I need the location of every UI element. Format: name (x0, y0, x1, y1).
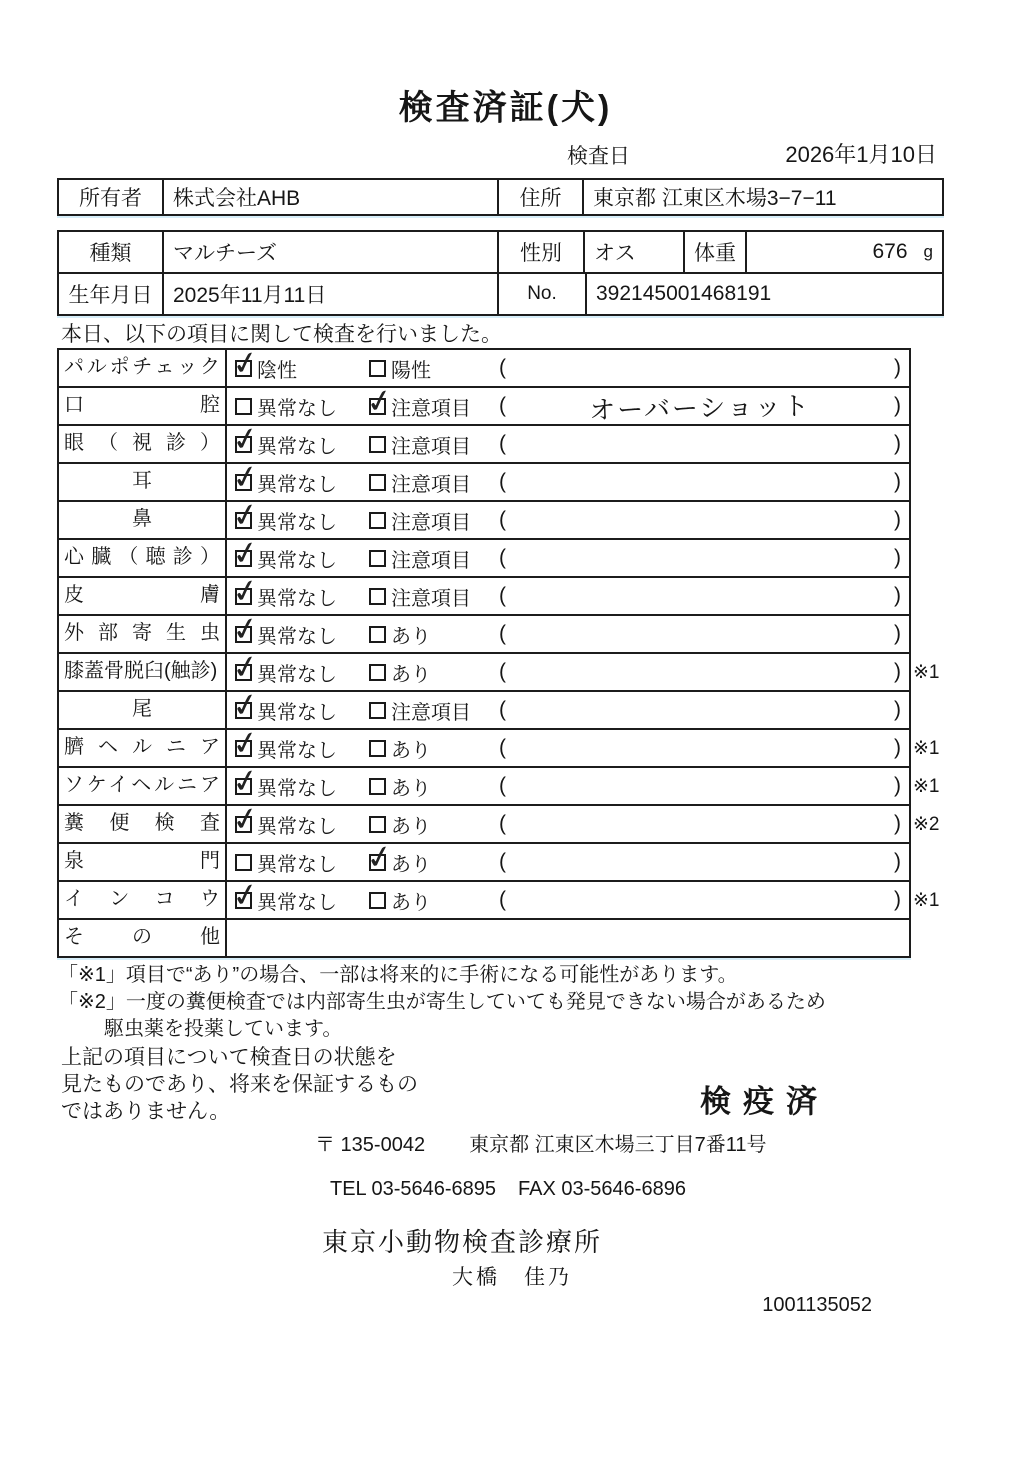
checklist-row-content (227, 464, 909, 500)
inspection-date-label: 検査日 (567, 145, 630, 168)
checkbox-icon (369, 778, 386, 795)
checklist-row (59, 386, 909, 424)
close-paren: ) (894, 432, 901, 455)
checkbox-icon (369, 512, 386, 529)
intro-text: 本日、以下の項目に関して検査を行いました。 (61, 323, 502, 346)
remarks-field (499, 692, 901, 728)
checklist-row-label: 口腔 (59, 388, 227, 424)
checkbox-label: 異常なし (257, 435, 337, 458)
reference-mark: ※1 (913, 737, 940, 759)
checklist-row-content (227, 502, 909, 538)
remarks-field (499, 616, 901, 652)
checkbox-option (369, 616, 431, 652)
clinic-fax: FAX 03-5646-6896 (518, 1178, 686, 1200)
checkbox-label: 注意項目 (391, 587, 471, 610)
checkbox-icon (235, 398, 252, 415)
handwritten-note: オーバーショット (588, 390, 812, 425)
checkbox-option (369, 502, 471, 538)
checklist-row (59, 576, 909, 614)
open-paren: ( (499, 812, 506, 835)
checklist-row-label: インコウ (59, 882, 227, 918)
weight-value: 676 (872, 240, 908, 263)
checkbox-checked-icon (235, 550, 252, 567)
checklist-row-content (227, 426, 909, 462)
open-paren: ( (499, 850, 506, 873)
close-paren: ) (894, 850, 901, 873)
checkbox-option (235, 350, 297, 386)
checkbox-label: あり (391, 891, 431, 914)
checkbox-label: 異常なし (257, 701, 337, 724)
checkbox-icon (369, 360, 386, 377)
reference-mark: ※2 (913, 813, 940, 835)
checkbox-checked-icon (235, 702, 252, 719)
examiner-name: 大橋 佳乃 (452, 1266, 572, 1289)
checkbox-label: 陽性 (391, 359, 431, 382)
checkbox-checked-icon (235, 778, 252, 795)
inspection-date-value: 2026年1月10日 (785, 142, 937, 167)
weight-unit: g (923, 242, 933, 261)
checkbox-checked-icon (369, 854, 386, 871)
document-title: 検査済証(犬) (398, 89, 613, 127)
postal-code: 〒 135-0042 (315, 1134, 426, 1156)
checklist-row-content (227, 540, 909, 576)
reference-mark: ※1 (913, 661, 940, 683)
open-paren: ( (499, 584, 506, 607)
checkbox-label: あり (391, 815, 431, 838)
checkbox-label: 異常なし (257, 625, 337, 648)
checklist-row-content (227, 654, 909, 690)
close-paren: ) (894, 774, 901, 797)
open-paren: ( (499, 432, 506, 455)
checkbox-option (369, 350, 431, 386)
checkbox-option (369, 426, 471, 462)
checklist-row-label: その他 (59, 920, 227, 956)
close-paren: ) (894, 584, 901, 607)
checkbox-icon (369, 588, 386, 605)
quarantine-passed-stamp: 検疫済 (700, 1084, 829, 1119)
checklist-row-label: 眼（視診） (59, 426, 227, 462)
checklist-row (59, 728, 940, 766)
checkbox-checked-icon (235, 740, 252, 757)
checklist-row (59, 500, 909, 538)
checklist-row-label: 外部寄生虫 (59, 616, 227, 652)
open-paren: ( (499, 774, 506, 797)
checkbox-label: 異常なし (257, 549, 337, 572)
clinic-contact-line (330, 1178, 686, 1201)
open-paren: ( (499, 698, 506, 721)
checkbox-option (369, 692, 471, 728)
checkbox-icon (369, 702, 386, 719)
checkbox-label: あり (391, 853, 431, 876)
checkbox-label: 異常なし (257, 853, 337, 876)
checkbox-label: 異常なし (257, 587, 337, 610)
checklist-row-content (227, 692, 909, 728)
checkbox-option (235, 806, 337, 842)
open-paren: ( (499, 660, 506, 683)
checkbox-option (369, 882, 431, 918)
checkbox-checked-icon (235, 436, 252, 453)
checkbox-checked-icon (235, 474, 252, 491)
checkbox-option (235, 882, 337, 918)
checkbox-option (369, 768, 431, 804)
checkbox-checked-icon (235, 360, 252, 377)
checkbox-label: 陰性 (257, 359, 297, 382)
checkbox-label: 注意項目 (391, 473, 471, 496)
checkbox-label: あり (391, 739, 431, 762)
remarks-field (499, 654, 901, 690)
footnote-2-continued: 駆虫薬を投薬しています。 (104, 1018, 343, 1040)
checklist-row (59, 766, 940, 804)
checklist-row-content (227, 616, 909, 652)
remarks-field (499, 540, 901, 576)
open-paren: ( (499, 888, 506, 911)
checklist-row (59, 350, 909, 386)
reference-mark: ※1 (913, 889, 940, 911)
checkbox-option (369, 464, 471, 500)
address-value-cell: 東京都 江東区木場3−7−11 (582, 180, 942, 214)
close-paren: ) (894, 660, 901, 683)
open-paren: ( (499, 736, 506, 759)
checklist-row-label: 膝蓋骨脱臼(触診) (59, 654, 227, 690)
footnotes (58, 962, 826, 1043)
checkbox-option (369, 806, 431, 842)
clinic-name: 東京小動物検査診療所 (322, 1227, 603, 1257)
checklist-row-content (227, 350, 909, 386)
close-paren: ) (894, 812, 901, 835)
checkbox-option (369, 578, 471, 614)
clinic-tel: TEL 03-5646-6895 (330, 1178, 497, 1200)
remarks-field (499, 388, 901, 424)
checkbox-label: 異常なし (257, 397, 337, 420)
checkbox-checked-icon (235, 588, 252, 605)
checklist-row (59, 462, 909, 500)
checkbox-checked-icon (235, 512, 252, 529)
disclaimer-line-3: ではありません。 (61, 1100, 231, 1123)
checkbox-label: 注意項目 (391, 397, 471, 420)
checkbox-checked-icon (235, 664, 252, 681)
checkbox-icon (369, 664, 386, 681)
number-label-cell: No. (497, 274, 585, 314)
checklist-row-label: 鼻 (59, 502, 227, 538)
close-paren: ) (894, 508, 901, 531)
disclaimer-line-1: 上記の項目について検査日の状態を (61, 1046, 397, 1069)
disclaimer-line-2: 見たものであり、将来を保証するもの (61, 1073, 418, 1096)
checklist-row-label: パルポチェック (59, 350, 227, 386)
clinic-postal-line (315, 1128, 767, 1157)
close-paren: ) (894, 546, 901, 569)
remarks-field (499, 806, 901, 842)
checkbox-label: 注意項目 (391, 435, 471, 458)
checklist-row-label: 尾 (59, 692, 227, 728)
checklist-row-label: 臍ヘルニア (59, 730, 227, 766)
open-paren: ( (499, 356, 506, 379)
remarks-field (499, 882, 901, 918)
checklist-row (59, 918, 909, 956)
open-paren: ( (499, 622, 506, 645)
checklist-row-content (227, 388, 909, 424)
owner-label-cell: 所有者 (79, 187, 142, 210)
checkbox-icon (369, 436, 386, 453)
checkbox-icon (369, 816, 386, 833)
owner-table (57, 178, 944, 216)
checklist-row-content (227, 806, 909, 842)
close-paren: ) (894, 394, 901, 417)
checkbox-checked-icon (235, 892, 252, 909)
checklist-row (59, 880, 940, 918)
checkbox-label: 異常なし (257, 663, 337, 686)
footnote-2: 「※2」一度の糞便検査では内部寄生虫が寄生していても発見できない場合があるため (58, 991, 826, 1013)
checkbox-label: あり (391, 663, 431, 686)
weight-label-cell: 体重 (683, 232, 745, 272)
footnote-1: 「※1」項目で“あり”の場合、一部は将来的に手術になる可能性があります。 (58, 964, 738, 986)
checkbox-icon (369, 474, 386, 491)
remarks-field (499, 350, 901, 386)
remarks-field (499, 730, 901, 766)
checkbox-icon (369, 892, 386, 909)
address-label-cell: 住所 (497, 180, 582, 214)
checkbox-label: 注意項目 (391, 549, 471, 572)
checkbox-checked-icon (369, 398, 386, 415)
birthdate-value-cell: 2025年11月11日 (162, 274, 497, 314)
remarks-field (499, 464, 901, 500)
checklist-row-label: ソケイヘルニア (59, 768, 227, 804)
checkbox-checked-icon (235, 816, 252, 833)
checkbox-option (369, 388, 471, 424)
remarks-field (499, 844, 901, 880)
close-paren: ) (894, 888, 901, 911)
checklist-row-content (227, 768, 909, 804)
checkbox-option (369, 844, 431, 880)
pet-info-table (57, 230, 944, 316)
document-code: 1001135052 (762, 1294, 872, 1316)
checklist-row-label: 皮膚 (59, 578, 227, 614)
checkbox-icon (369, 550, 386, 567)
reference-mark: ※1 (913, 775, 940, 797)
checklist-row-label: 心臓（聴診） (59, 540, 227, 576)
checkbox-label: 異常なし (257, 777, 337, 800)
sex-label-cell: 性別 (497, 232, 583, 272)
open-paren: ( (499, 508, 506, 531)
checkbox-label: 異常なし (257, 891, 337, 914)
checkbox-label: あり (391, 777, 431, 800)
weight-value-cell (745, 232, 942, 272)
clinic-address: 東京都 江東区木場三丁目7番11号 (469, 1134, 767, 1156)
checklist-row-content (227, 844, 909, 880)
checkbox-label: 異常なし (257, 815, 337, 838)
open-paren: ( (499, 546, 506, 569)
breed-value-cell: マルチーズ (162, 232, 497, 272)
birthdate-label-cell: 生年月日 (68, 284, 153, 307)
checkbox-icon (369, 740, 386, 757)
checklist-row-label: 耳 (59, 464, 227, 500)
checklist-row (59, 424, 909, 462)
checkbox-checked-icon (235, 626, 252, 643)
checklist-row-content (227, 882, 909, 918)
close-paren: ) (894, 622, 901, 645)
breed-label-cell: 種類 (89, 242, 132, 265)
checklist-row-label: 泉門 (59, 844, 227, 880)
checkbox-label: 異常なし (257, 511, 337, 534)
checklist-row-label: 糞便検査 (59, 806, 227, 842)
checklist-row (59, 804, 940, 842)
checklist-table (57, 348, 940, 958)
checkbox-icon (235, 854, 252, 871)
open-paren: ( (499, 394, 506, 417)
checkbox-label: 異常なし (257, 473, 337, 496)
remarks-field (499, 426, 901, 462)
close-paren: ) (894, 470, 901, 493)
checklist-row-content (227, 730, 909, 766)
open-paren: ( (499, 470, 506, 493)
owner-value-cell: 株式会社AHB (162, 180, 497, 214)
checkbox-label: 異常なし (257, 739, 337, 762)
checkbox-option (369, 540, 471, 576)
checklist-row (59, 842, 909, 880)
checkbox-option (369, 654, 431, 690)
checklist-row (59, 538, 909, 576)
checkbox-label: 注意項目 (391, 701, 471, 724)
remarks-field (499, 768, 901, 804)
close-paren: ) (894, 356, 901, 379)
close-paren: ) (894, 698, 901, 721)
checklist-row (59, 652, 940, 690)
checklist-row (59, 690, 909, 728)
remarks-field (499, 502, 901, 538)
close-paren: ) (894, 736, 901, 759)
sex-value-cell: オス (583, 232, 683, 272)
checklist-row-content (227, 578, 909, 614)
disclaimer-text (61, 1044, 418, 1125)
checkbox-label: 注意項目 (391, 511, 471, 534)
checklist-row-content (227, 920, 909, 956)
checkbox-option (369, 730, 431, 766)
checkbox-label: あり (391, 625, 431, 648)
number-value-cell: 392145001468191 (585, 274, 942, 314)
checklist-row (59, 614, 909, 652)
remarks-field (499, 578, 901, 614)
checkbox-icon (369, 626, 386, 643)
